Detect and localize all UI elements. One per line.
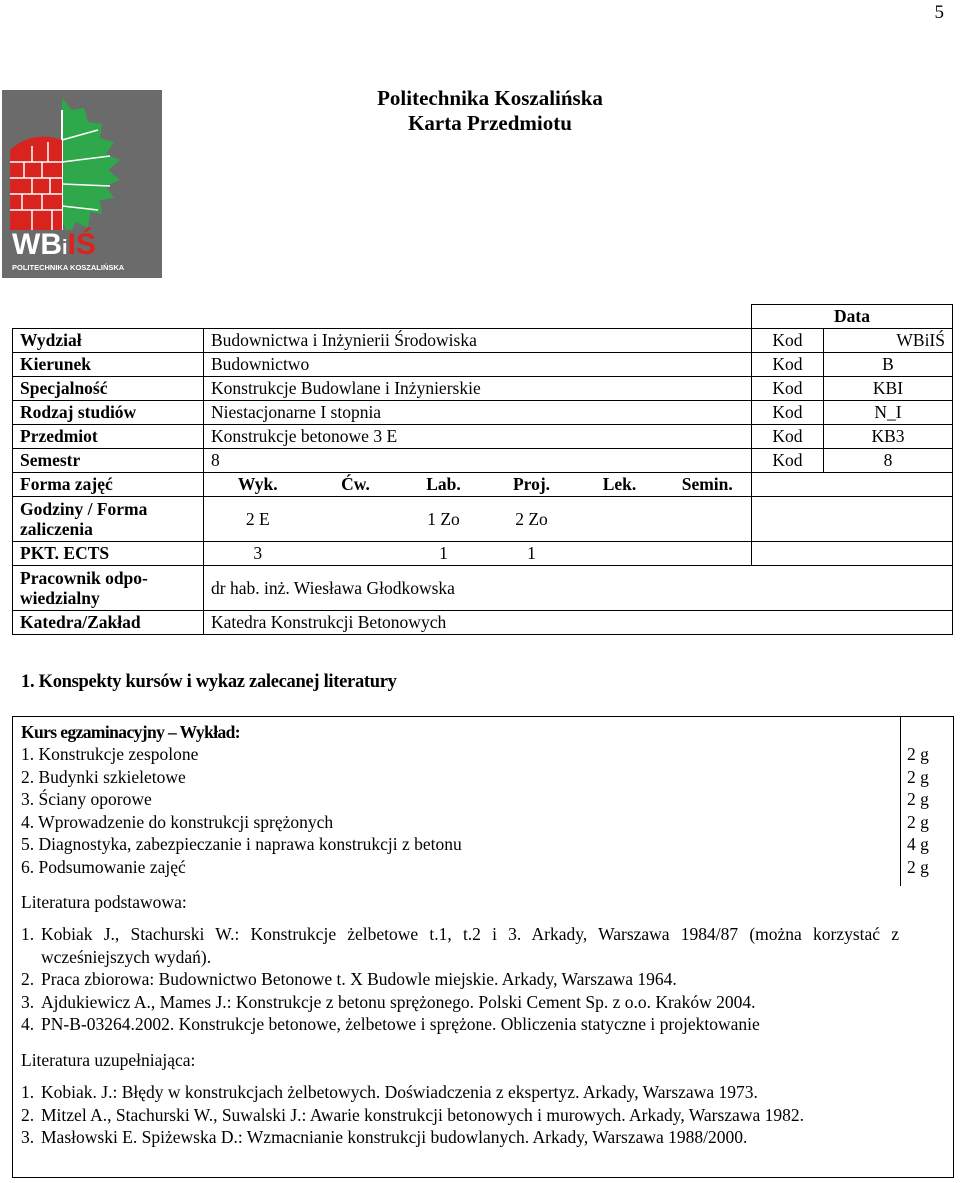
university-name: Politechnika Koszalińska <box>377 86 603 110</box>
section-title: 1. Konspekty kursów i wykaz zalecanej literatury <box>21 672 397 692</box>
row-label: Wydział <box>13 329 204 353</box>
list-item: 6. Podsumowanie zajęć <box>21 856 186 877</box>
item-number: 3. <box>21 991 35 1012</box>
item-text: Ajdukiewicz A., Mames J.: Konstrukcje z betonu sprężonego. Polski Cement Sp. z o.o. Kraków 2004. <box>41 991 756 1012</box>
table-row <box>13 566 953 611</box>
row-label: Specjalność <box>13 377 204 401</box>
row-value: dr hab. inż. Wiesława Głodkowska <box>204 566 752 611</box>
kod-label: Kod <box>752 401 824 425</box>
kod-label: Kod <box>752 449 824 473</box>
row-value: Budownictwo <box>204 353 752 377</box>
lit-basic-list <box>21 923 899 1036</box>
list-item: 3. Ściany oporowe <box>21 789 152 810</box>
topic-list <box>21 743 462 879</box>
item-number: 2. <box>21 1104 35 1125</box>
item-text: Masłowski E. Spiżewska D.: Wzmacnianie konstrukcji budowlanych. Arkady, Warszawa 1988/2000. <box>41 1127 748 1148</box>
table-row <box>13 425 953 449</box>
kod-label: Kod <box>752 377 824 401</box>
godziny-value: 2 E <box>204 497 312 542</box>
list-item <box>21 923 899 968</box>
kod-value: B <box>824 353 953 377</box>
item-text: Kobiak J., Stachurski W.: Konstrukcje żelbetowe t.1, t.2 i 3. Arkady, Warszawa 1984/87 (można korzystać z wcześniejszych wydań). <box>41 924 899 967</box>
row-value: Konstrukcje Budowlane i Inżynierskie <box>204 377 752 401</box>
document-title: Karta Przedmiotu <box>408 111 572 135</box>
kod-label: Kod <box>752 425 824 449</box>
hours-value: 2 g <box>907 766 929 787</box>
item-number: 1. <box>21 1082 35 1102</box>
forma-column: Lek. <box>576 473 664 497</box>
kod-value: KB3 <box>824 425 953 449</box>
data-header: Data <box>752 305 953 329</box>
list-item: 2. Budynki szkieletowe <box>21 766 186 787</box>
lit-extra-label: Literatura uzupełniająca: <box>21 1050 196 1070</box>
row-label <box>13 566 204 611</box>
ects-value: 1 <box>488 542 576 566</box>
table-row <box>13 473 953 497</box>
list-item <box>21 991 899 1014</box>
hours-value: 4 g <box>907 834 929 855</box>
kod-value: WBiIŚ <box>824 329 953 353</box>
godziny-value: 1 Zo <box>400 497 488 542</box>
godziny-value <box>664 497 752 542</box>
logo-graphic <box>2 90 162 278</box>
table-row <box>13 377 953 401</box>
logo-subtext: POLITECHNIKA KOSZALIŃSKA <box>12 263 125 272</box>
row-label: Rodzaj studiów <box>13 401 204 425</box>
row-label: Przedmiot <box>13 425 204 449</box>
lit-basic-label: Literatura podstawowa: <box>21 892 187 912</box>
forma-column: Wyk. <box>204 473 312 497</box>
row-label: PKT. ECTS <box>13 542 204 566</box>
forma-column: Semin. <box>664 473 752 497</box>
column-divider <box>900 716 901 886</box>
kod-value: N_I <box>824 401 953 425</box>
list-item: 4. Wprowadzenie do konstrukcji sprężonych <box>21 811 334 832</box>
row-label: Kierunek <box>13 353 204 377</box>
row-value: Niestacjonarne I stopnia <box>204 401 752 425</box>
row-label-line1: Pracownik odpo- <box>20 568 148 588</box>
list-item <box>21 1126 899 1149</box>
table-row <box>13 542 953 566</box>
item-number: 3. <box>21 1127 35 1148</box>
course-info-table <box>12 304 953 635</box>
row-label: Godziny / Forma zaliczenia <box>13 497 204 542</box>
ects-value <box>576 542 664 566</box>
row-label: Forma zajęć <box>13 473 204 497</box>
logo-text: WBiIŚ <box>12 228 96 261</box>
list-item: 5. Diagnostyka, zabezpieczanie i naprawa konstrukcji z betonu <box>21 834 462 855</box>
hours-value: 2 g <box>907 744 929 764</box>
kod-label: Kod <box>752 353 824 377</box>
table-row <box>13 353 953 377</box>
page-number: 5 <box>934 2 944 23</box>
table-row <box>13 611 953 635</box>
godziny-value <box>312 497 400 542</box>
row-value: 8 <box>204 449 752 473</box>
lit-extra-list <box>21 1081 899 1149</box>
kod-value: 8 <box>824 449 953 473</box>
item-number: 4. <box>21 1014 35 1035</box>
kod-label: Kod <box>752 329 824 353</box>
list-item <box>21 1104 899 1127</box>
row-value: Konstrukcje betonowe 3 E <box>204 425 752 449</box>
ects-value: 3 <box>204 542 312 566</box>
list-item: 1. Konstrukcje zespolone <box>21 744 199 764</box>
godziny-value: 2 Zo <box>488 497 576 542</box>
forma-column: Proj. <box>488 473 576 497</box>
item-text: Mitzel A., Stachurski W., Suwalski J.: Awarie konstrukcji betonowych i murowych. Arkady, Warszawa 1982. <box>41 1104 804 1125</box>
item-number: 2. <box>21 969 35 990</box>
list-item <box>21 1081 899 1104</box>
row-label-line2: wiedzialny <box>20 588 100 608</box>
course-title: Kurs egzaminacyjny – Wykład: <box>21 722 240 742</box>
ects-value <box>312 542 400 566</box>
item-number: 1. <box>21 924 35 944</box>
row-value: Katedra Konstrukcji Betonowych <box>204 611 752 635</box>
forma-column: Lab. <box>400 473 488 497</box>
forma-column: Ćw. <box>312 473 400 497</box>
row-label: Katedra/Zakład <box>13 611 204 635</box>
item-text: PN-B-03264.2002. Konstrukcje betonowe, żelbetowe i sprężone. Obliczenia statyczne i projektowanie <box>41 1014 760 1035</box>
hours-value: 2 g <box>907 856 929 877</box>
ects-value: 1 <box>400 542 488 566</box>
table-row <box>13 497 953 542</box>
table-row <box>13 329 953 353</box>
hours-value: 2 g <box>907 789 929 810</box>
row-value: Budownictwa i Inżynierii Środowiska <box>204 329 752 353</box>
list-item <box>21 1013 899 1036</box>
university-logo <box>2 90 162 278</box>
table-row <box>13 401 953 425</box>
ects-value <box>664 542 752 566</box>
course-content-box <box>12 716 954 1178</box>
row-label: Semestr <box>13 449 204 473</box>
list-item <box>21 968 899 991</box>
godziny-value <box>576 497 664 542</box>
item-text: Kobiak. J.: Błędy w konstrukcjach żelbetowych. Doświadczenia z ekspertyz. Arkady, Warszawa 1973. <box>41 1082 758 1102</box>
kod-value: KBI <box>824 377 953 401</box>
hours-list <box>907 743 943 879</box>
hours-value: 2 g <box>907 811 929 832</box>
item-text: Praca zbiorowa: Budownictwo Betonowe t. X Budowle miejskie. Arkady, Warszawa 1964. <box>41 969 677 990</box>
table-row <box>13 449 953 473</box>
